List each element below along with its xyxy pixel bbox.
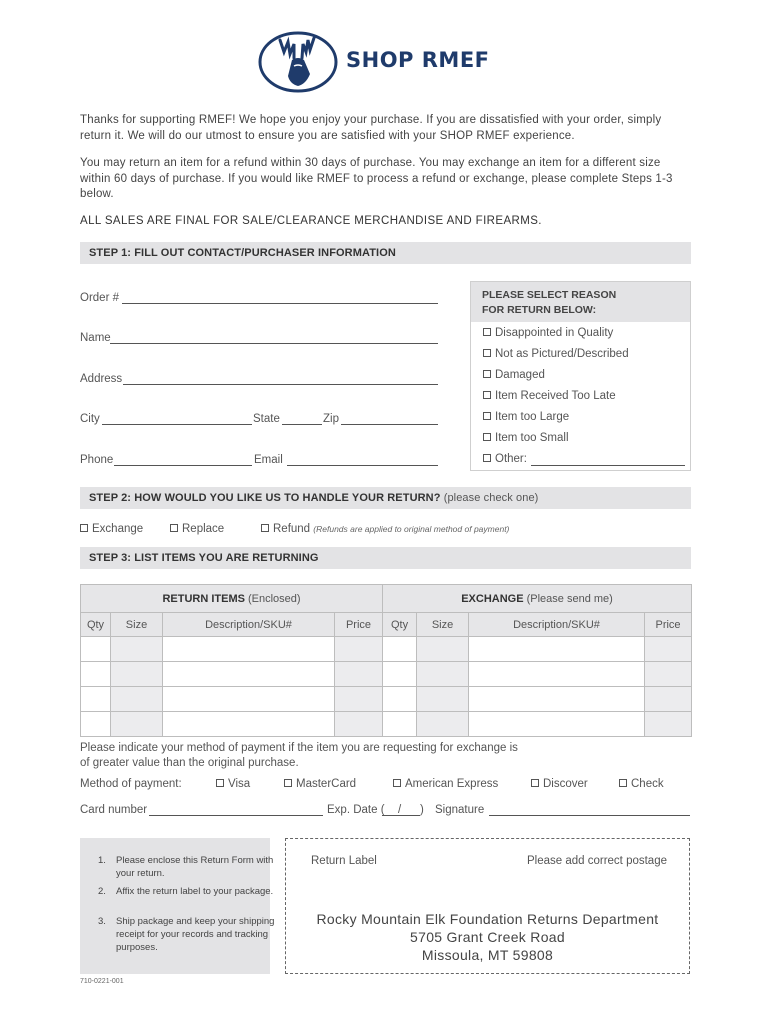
table-cell[interactable] xyxy=(81,662,111,687)
option-replace[interactable]: Replace xyxy=(170,523,224,535)
postage-note: Please add correct postage xyxy=(526,855,667,867)
table-cell[interactable] xyxy=(335,687,383,712)
step3-title: STEP 3: LIST ITEMS YOU ARE RETURNING xyxy=(89,552,319,564)
address-line-1: Rocky Mountain Elk Foundation Returns Department xyxy=(316,911,659,927)
final-sale-notice: ALL SALES ARE FINAL FOR SALE/CLEARANCE MERCHANDISE AND FIREARMS. xyxy=(80,215,542,227)
return-items-header: RETURN ITEMS (Enclosed) xyxy=(81,585,383,613)
reason-not-as-pictured[interactable]: Not as Pictured/Described xyxy=(483,348,629,360)
option-exchange[interactable]: Exchange xyxy=(80,523,143,535)
items-table xyxy=(80,584,692,737)
reason-header xyxy=(471,282,690,322)
step2-title: STEP 2: HOW WOULD YOU LIKE US TO HANDLE YOUR RETURN? xyxy=(89,492,441,504)
table-cell[interactable] xyxy=(111,662,163,687)
address-label: Address xyxy=(80,373,123,385)
reason-title-line2: FOR RETURN BELOW: xyxy=(482,304,597,316)
table-row xyxy=(81,712,692,737)
checkbox-icon[interactable] xyxy=(80,524,88,532)
payment-mastercard[interactable]: MasterCard xyxy=(284,778,356,790)
checkbox-icon[interactable] xyxy=(261,524,269,532)
city-label: City xyxy=(80,413,100,425)
email-label: Email xyxy=(254,454,283,466)
form-code: 710-0221-001 xyxy=(80,978,124,985)
checkbox-icon[interactable] xyxy=(483,412,491,420)
elk-emblem-icon xyxy=(258,30,344,94)
table-cell[interactable] xyxy=(335,637,383,662)
order-label: Order # xyxy=(80,292,119,304)
reason-too-late[interactable]: Item Received Too Late xyxy=(483,390,616,402)
return-label xyxy=(285,838,690,974)
payment-note-line1: Please indicate your method of payment if the item you are requesting for exchange is xyxy=(80,742,518,754)
city-input[interactable] xyxy=(102,424,252,425)
table-cell[interactable] xyxy=(111,687,163,712)
table-cell[interactable] xyxy=(335,662,383,687)
table-cell[interactable] xyxy=(81,712,111,737)
zip-label: Zip xyxy=(323,413,339,425)
table-cell[interactable] xyxy=(383,687,417,712)
step3-header xyxy=(80,547,691,569)
checkbox-icon[interactable] xyxy=(483,391,491,399)
name-label: Name xyxy=(80,332,111,344)
table-cell[interactable] xyxy=(163,662,335,687)
table-cell[interactable] xyxy=(163,712,335,737)
address-line-3: Missoula, MT 59808 xyxy=(421,947,554,963)
reason-quality[interactable]: Disappointed in Quality xyxy=(483,327,613,339)
col-description: Description/SKU# xyxy=(163,613,335,637)
return-reason-box xyxy=(470,281,691,471)
col-size: Size xyxy=(111,613,163,637)
col-size: Size xyxy=(417,613,469,637)
exp-date-close: ) xyxy=(420,804,424,816)
table-row xyxy=(81,687,692,712)
reason-damaged[interactable]: Damaged xyxy=(483,369,545,381)
table-cell[interactable] xyxy=(469,687,645,712)
table-cell[interactable] xyxy=(383,712,417,737)
table-cell[interactable] xyxy=(383,637,417,662)
table-cell[interactable] xyxy=(417,637,469,662)
exchange-header: EXCHANGE (Please send me) xyxy=(383,585,692,613)
table-cell[interactable] xyxy=(469,662,645,687)
step2-hint: (please check one) xyxy=(443,492,539,504)
table-group-header xyxy=(81,585,692,613)
checkbox-icon[interactable] xyxy=(284,779,292,787)
reason-too-large[interactable]: Item too Large xyxy=(483,411,569,423)
phone-label: Phone xyxy=(80,454,114,466)
checkbox-icon[interactable] xyxy=(216,779,224,787)
exp-date-slash: / xyxy=(398,804,402,816)
col-price: Price xyxy=(335,613,383,637)
checkbox-icon[interactable] xyxy=(170,524,178,532)
exp-date-label: Exp. Date ( xyxy=(327,804,385,816)
intro-paragraph-1: Thanks for supporting RMEF! We hope you enjoy your purchase. If you are dissatisfied with your order, simply return it. We will do our utmost to ensure you are satisfied with your SHOP RMEF experience. xyxy=(80,114,662,142)
payment-note-line2: of greater value than the original purchase. xyxy=(80,757,299,769)
payment-amex[interactable]: American Express xyxy=(393,778,498,790)
checkbox-icon[interactable] xyxy=(483,454,491,462)
table-cell[interactable] xyxy=(645,662,692,687)
checkbox-icon[interactable] xyxy=(483,370,491,378)
email-input[interactable] xyxy=(287,465,438,466)
intro-paragraph-2: You may return an item for a refund within 30 days of purchase. You may exchange an item for a different size within 60 days of purchase. If you would like RMEF to process a refund or exchange, please complete Steps 1-3 below. xyxy=(80,157,673,200)
option-refund[interactable]: Refund (Refunds are applied to original method of payment) xyxy=(261,523,509,535)
step1-title: STEP 1: FILL OUT CONTACT/PURCHASER INFORMATION xyxy=(89,247,396,259)
checkbox-icon[interactable] xyxy=(483,349,491,357)
checkbox-icon[interactable] xyxy=(483,328,491,336)
order-input[interactable] xyxy=(122,303,438,304)
table-cell[interactable] xyxy=(469,637,645,662)
col-description: Description/SKU# xyxy=(469,613,645,637)
step2-header xyxy=(80,487,691,509)
table-cell[interactable] xyxy=(645,637,692,662)
shop-rmef-logo xyxy=(258,30,518,96)
table-cell[interactable] xyxy=(417,712,469,737)
state-input[interactable] xyxy=(282,424,322,425)
payment-check[interactable]: Check xyxy=(619,778,664,790)
address-input[interactable] xyxy=(123,384,438,385)
card-number-input[interactable] xyxy=(149,815,323,816)
instructions-box: 1. Please enclose this Return Form with your return. 2. Affix the return label to your package. 3. Ship package and keep your shipping receipt for your records and tracking purposes. xyxy=(80,838,270,974)
col-qty: Qty xyxy=(383,613,417,637)
table-cell[interactable] xyxy=(81,687,111,712)
table-cell[interactable] xyxy=(81,637,111,662)
table-cell[interactable] xyxy=(645,687,692,712)
reason-other-input[interactable] xyxy=(531,465,685,466)
reason-title-line1: PLEASE SELECT REASON xyxy=(482,289,617,301)
checkbox-icon[interactable] xyxy=(619,779,627,787)
table-column-header xyxy=(81,613,692,637)
signature-input[interactable] xyxy=(489,815,690,816)
name-input[interactable] xyxy=(110,343,438,344)
address-line-2: 5705 Grant Creek Road xyxy=(410,929,565,945)
phone-input[interactable] xyxy=(114,465,252,466)
table-cell[interactable] xyxy=(469,712,645,737)
signature-label: Signature xyxy=(435,804,485,816)
step1-header xyxy=(80,242,691,264)
table-cell[interactable] xyxy=(383,662,417,687)
table-cell[interactable] xyxy=(163,687,335,712)
table-cell[interactable] xyxy=(335,712,383,737)
col-qty: Qty xyxy=(81,613,111,637)
table-cell[interactable] xyxy=(111,712,163,737)
table-cell[interactable] xyxy=(111,637,163,662)
table-cell[interactable] xyxy=(645,712,692,737)
checkbox-icon[interactable] xyxy=(393,779,401,787)
card-number-label: Card number xyxy=(80,804,148,816)
payment-method-label: Method of payment: xyxy=(80,778,182,790)
reason-too-small[interactable]: Item too Small xyxy=(483,432,569,444)
logo-wordmark: SHOP RMEF xyxy=(346,48,490,72)
table-cell[interactable] xyxy=(417,662,469,687)
table-row xyxy=(81,637,692,662)
checkbox-icon[interactable] xyxy=(483,433,491,441)
checkbox-icon[interactable] xyxy=(531,779,539,787)
table-cell[interactable] xyxy=(417,687,469,712)
col-price: Price xyxy=(645,613,692,637)
refund-note: (Refunds are applied to original method of payment) xyxy=(313,524,510,534)
payment-visa[interactable]: Visa xyxy=(216,778,250,790)
reason-other[interactable]: Other: xyxy=(483,453,527,465)
table-cell[interactable] xyxy=(163,637,335,662)
payment-discover[interactable]: Discover xyxy=(531,778,588,790)
return-label-title: Return Label xyxy=(311,855,377,867)
table-row xyxy=(81,662,692,687)
state-label: State xyxy=(253,413,280,425)
zip-input[interactable] xyxy=(341,424,438,425)
